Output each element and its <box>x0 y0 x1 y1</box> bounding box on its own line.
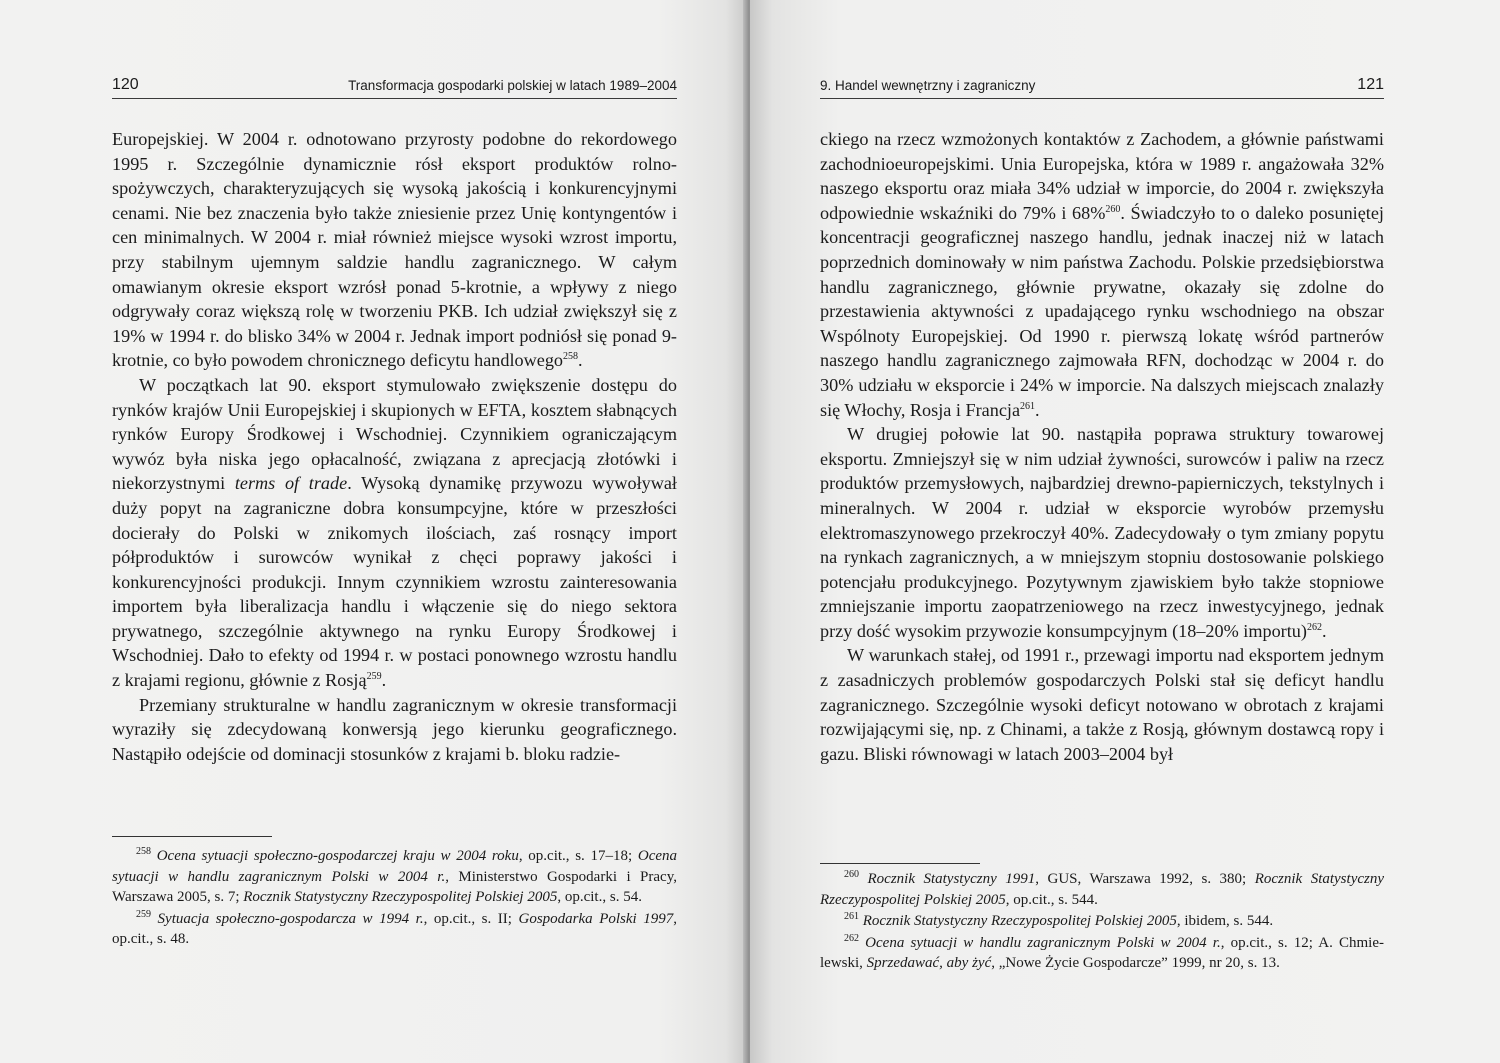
body-paragraph <box>820 127 1384 422</box>
footnote-number: 261 <box>844 911 859 923</box>
text-run: , Ministerstwo Gospodarki i Pracy, Warszawa 2005, s. 7; <box>112 868 677 906</box>
text-run: , op.cit., s. 544. <box>1005 891 1098 908</box>
text-run: . <box>1035 399 1040 420</box>
right-page <box>750 0 1500 1063</box>
right-footnotes <box>820 869 1384 975</box>
text-run: . Świadczyło to o daleko posuniętej koncentracji geograficznej naszego handlu, jednak inaczej niż w latach poprzednich dominowały w nim państwa Zachodu. Polskie przedsiębiorstwa handlu zagranicznego, głównie prywatne, okazały się zdolne do przestawienia aktywności z upadającego rynku wschodniego na obszar Wspólnoty Europejskiej. Od 1990 r. pierwszą lokatę wśród partnerów naszego handlu zagranicznego zajmowała RFN, dochodząc w 2004 r. do 30% udziału w eksporcie i 24% w imporcie. Na dalszych miejscach znalazły się Włochy, Rosja i Francja <box>820 202 1384 420</box>
footnote-marker: 259 <box>366 671 382 682</box>
italic-title: Ocena sytuacji społeczno-gospodarczej kraju w 2004 roku <box>156 848 519 864</box>
body-paragraph <box>112 693 677 767</box>
text-run: W drugiej połowie lat 90. nastąpiła poprawa struktury towarowej eksportu. Zmniejszył się w nim udział żywności, surowców i paliw na rzecz produktów przemysłowych, najbardziej drewno-papierniczych, tekstylnych i mineralnych. W 2004 r. udział w eksporcie wyrobów przemysłu elektromaszynowego przekroczył 40%. Zadecydowały o tym zmiany popytu na rynkach zagranicznych, a w mniejszym stopniu dostosowanie polskiego potencjału produkcyjnego. Pozytywnym zjawiskiem było także stopniowe zmniejszanie importu zaopatrzeniowego na rzecz inwestycyjnego, jednak przy dość wysokim przywozie konsumpcyjnym (18–20% importu) <box>820 424 1384 641</box>
running-head: 9. Handel wewnętrzny i zagraniczny <box>820 78 1036 93</box>
italic-term: terms of trade <box>234 473 348 494</box>
text-run: . Wysoką dynamikę przywozu wywoływał duży popyt na zagraniczne dobra konsumpcyjne, które w przeszłości docierały do Polski w znikomych ilościach, zaś rosnący import półproduktów i surowców wynikał z chęci poprawy jakości i konkurencyjności produkcji. Innym czynnikiem wzrostu zainteresowania importem była liberalizacja handlu i włączenie się do niego sektora prywatnego, szczególnie aktywnego na rynku Europy Środkowej i Wschodniej. Dało to efekty od 1994 r. w postaci ponownego wzrostu handlu z krajami regionu, głównie z Rosją <box>112 473 677 691</box>
text-run: Europejskiej. W 2004 r. odnotowano przyrosty podobne do rekordowego 1995 r. Szczególnie dynamicznie rósł eksport produktów rolno-spożywczych, charakteryzujących się wysoką jakością i konkurencyjnymi cenami. Nie bez znaczenia było także zniesienie przez Unię kontyngentów i cen minimalnych. W 2004 r. miał również miejsce wysoki wzrost importu, przy stabilnym ujemnym saldzie handlu zagranicznego. W całym omawianym okresie eksport wzrósł ponad 5-krotnie, a wpływy z niego odgrywały coraz większą rolę w tworzeniu PKB. Ich udział zwiększył się z 19% w 1994 r. do blisko 34% w 2004 r. Jednak import podniósł się ponad 9-krotnie, co było powodem chronicznego deficytu handlowego <box>112 129 677 371</box>
text-run: , op.cit., s. 48. <box>112 910 677 948</box>
text-run: , ibidem, s. 544. <box>1176 913 1274 930</box>
italic-title: Ocena sytuacji w handlu zagranicznym Polski w 2004 r. <box>865 934 1221 951</box>
text-run: . <box>1321 620 1327 641</box>
italic-title: Gospodarka Polski 1997 <box>518 910 674 927</box>
text-run: , „Nowe Życie Gospodarcze” 1999, nr 20, s. 13. <box>991 955 1280 972</box>
footnote <box>112 846 677 908</box>
right-body-text <box>820 127 1384 766</box>
footnote <box>112 909 677 950</box>
page-number: 120 <box>112 76 139 93</box>
italic-title: Rocznik Statystyczny Rzeczypospolitej Polskiej 2005 <box>862 913 1177 930</box>
text-run: , op.cit., s. 54. <box>557 889 642 906</box>
footnote-marker: 262 <box>1306 621 1322 633</box>
footnote-number: 262 <box>844 932 859 944</box>
italic-title: Rocznik Statystyczny 1991 <box>867 871 1036 887</box>
italic-title: Rocznik Statystyczny Rzeczypospolitej Polskiej 2005 <box>820 871 1385 908</box>
text-run: . <box>578 350 583 371</box>
footnote-rule <box>112 836 272 837</box>
text-run: , op.cit., s. 12; A. Chmielewski, <box>820 934 1385 972</box>
footnote-number: 260 <box>844 869 859 880</box>
footnote-rule <box>820 863 980 864</box>
italic-title: Ocena sytuacji w handlu zagranicznym Polski w 2004 r. <box>112 848 678 885</box>
footnote-marker: 261 <box>1020 400 1036 412</box>
page-number: 121 <box>1357 76 1384 93</box>
text-run: W warunkach stałej, od 1991 r., przewagi importu nad eksportem jednym z zasadniczych problemów gospodarczych Polski stał się deficyt handlu zagranicznego. Szczególnie wysoki deficyt notowano w obrotach z krajami rozwijającymi się, np. z Chinami, a także z Rosją, głównym dostawcą ropy i gazu. Bliski równowagi w latach 2003–2004 był <box>820 645 1384 764</box>
left-page-header <box>112 70 677 99</box>
text-run: , op.cit., s. II; <box>423 910 519 927</box>
text-run: Przemiany strukturalne w handlu zagranicznym w okresie transformacji wyraziły się zdecydowaną konwersją jego kierunku geograficznego. Nastąpiło odejście od dominacji stosunków z krajami b. bloku radzie- <box>112 694 677 764</box>
text-run: , op.cit., s. 17–18; <box>518 848 638 864</box>
body-paragraph <box>820 643 1384 766</box>
text-run: ckiego na rzecz wzmożonych kontaktów z Zachodem, a głównie państwami zachodnioeuropejskimi. Unia Europejska, która w 1989 r. angażowała 32% naszego eksportu oraz miała 34% udział w imporcie, do 2004 r. zwiększyła odpowiednie wskaźniki do 79% i 68% <box>820 129 1384 223</box>
left-body-text <box>112 127 677 766</box>
body-paragraph <box>112 127 677 373</box>
italic-title: Sytuacja społeczno-gospodarcza w 1994 r. <box>157 910 424 927</box>
body-paragraph <box>820 422 1384 643</box>
body-paragraph <box>112 373 677 693</box>
right-page-header <box>820 70 1384 99</box>
footnote <box>820 869 1384 910</box>
italic-title: Rocznik Statystyczny Rzeczypospolitej Polskiej 2005 <box>243 889 558 906</box>
footnote-number: 259 <box>136 908 151 920</box>
running-head: Transformacja gospodarki polskiej w latach 1989–2004 <box>348 78 677 93</box>
footnote-marker: 258 <box>563 351 579 363</box>
footnote-number: 258 <box>136 846 151 857</box>
left-page <box>0 0 748 1063</box>
footnote <box>820 911 1384 932</box>
italic-title: Sprzedawać, aby żyć <box>866 955 992 972</box>
text-run: W początkach lat 90. eksport stymulowało zwiększenie dostępu do rynków krajów Unii Europejskiej i skupionych w EFTA, kosztem słabnących rynków Europy Środkowej i Wschodniej. Czynnikiem ograniczającym wywóz była niska jego opłacalność, związana z aprecjacją złotówki i niekorzystnymi <box>112 374 677 494</box>
text-run: , GUS, Warszawa 1992, s. 380; <box>1035 871 1255 887</box>
text-run: . <box>381 670 387 691</box>
footnote-marker: 260 <box>1105 203 1121 215</box>
left-footnotes <box>112 846 677 951</box>
footnote <box>820 933 1384 974</box>
